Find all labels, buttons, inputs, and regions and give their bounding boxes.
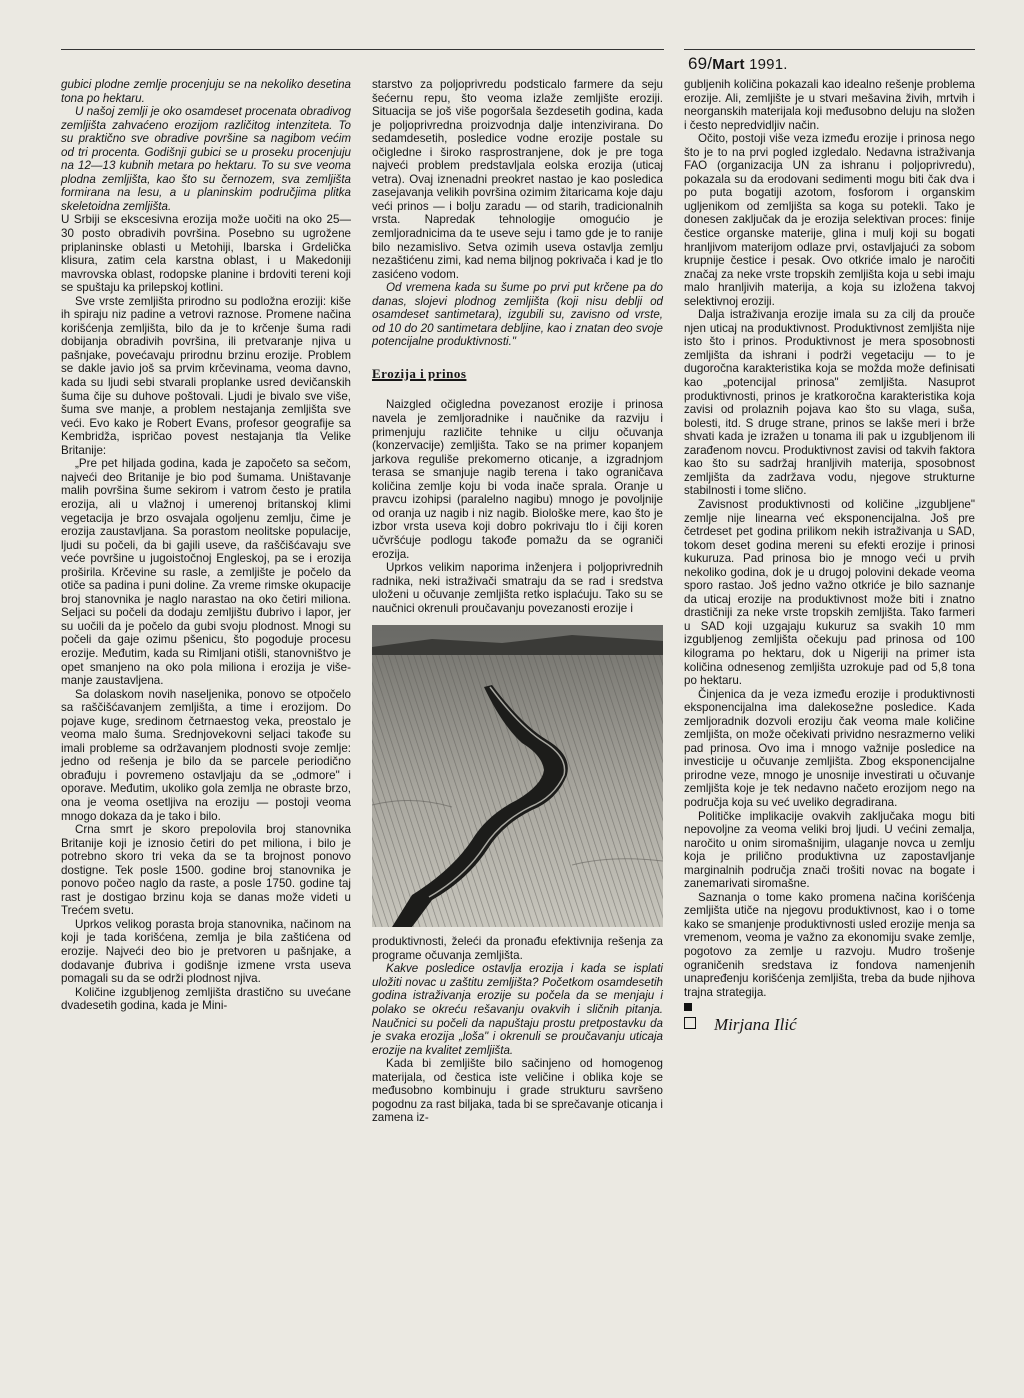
paragraph: gubljenih količina pokazali kao idealno rešenje problema erozije. Ali, zemljište je u stvari mešavina živih, mrtvih i neorganskih materijala koji međusobno deluju na složen i često nepredvidljiv način.: [684, 78, 975, 132]
paragraph: Dalja istraživanja erozije imala su za cilj da prouče njen uticaj na produktivnost. Produktivnost zemljišta nije isto što i prinos. Produktivnost je mera sposobnosti zemljišta da ishrani i podrži vegetaciju — to je dugoročna karakteristika koja se možda može definisati kao „potencijal prinosa" zemljišta. Nasuprot produktivnosti, prinos je kratkoročna karakteristika koja zavisi od prolaznih pojava kao što su vlaga, suša, bolesti, itd. S druge strane, prinos se lakše meri i brže shvati kada je izražen u tonama ili pak u izgubljenom ili zarađenom novcu. Produktivnost zavisi od takvih faktora kao što su sadržaj hranljivih materija, sposobnost zemljišta da zadržava vodu, njegove strukturne stabilnosti i tome slično.: [684, 308, 975, 498]
top-rule: [61, 49, 664, 50]
paragraph: Zavisnost produktivnosti od količine „izgubljene" zemlje nije linearna već eksponencijalna. Još pre četrdeset pet godina prilikom nekih istraživanja u SAD, tokom deset godina mereni su efekti erozije i prinosi kukuruza. Pad prinosa bio je mnogo veći u prvih nekoliko godina, dok je u drugoj polovini dekade veoma sporo rastao. Još jedno važno otkriće je bilo saznanje da uticaj erozije na produktivnost može biti i znatno drastičniji za neke vrste tropskih zemljišta. Tako farmeri u SAD koji uzgajaju kukuruz sa svakih 10 mm izgubljenog zemljišta očekuju pad prinosa od 100 kilograma po hektaru, dok u Nigeriji na primer ista količina odnesenog zemljišta uzrokuje pad od 5,8 tona po hektaru.: [684, 497, 975, 688]
paragraph: U Srbiji se ekscesivna erozija može uočiti na oko 25—30 posto obradivih površina. Posebno su ugrožene priplaninske oblasti u Metohiji, Ibarska i Grdelička klisura, zatim cela karstna oblast, i u Makedoniji mavrovska oblast, rodopske planine i brdoviti tereni koji se spuštaju ka prilepskoj kotlini.: [61, 213, 351, 295]
article-column-2: [372, 78, 663, 1125]
paragraph: „Pre pet hiljada godina, kada je započeto sa sečom, najveći deo Britanije je bio pod šumama. Uništavanje malih površina šume sekirom i vatrom često je pratila erozija, ali u vlažnoj i umerenoj britanskoj klimi vegetacija je brzo osvajala ogoljenu zemlju, čime je erozija zaustavljana. Sa porastom neolitske populacije, ljudi su počeli, da bi gajili useve, da raščišćavaju sve veće površine u jugoistočnoj Engleskoj, pa se i erozija proširila. Krčevine su rasle, a zemljište je počelo da otiče sa padina i puni doline. Za vreme rimske okupacije broj stanovnika je naglo narastao na oko četiri miliona. Seljaci su počeli da dodaju zemljištu đubrivo i lapor, jer su uočili da je počelo da gubi svoju plodnost. Mnogi su počeli da gaje ozimu pšenicu, što pogoduje procesu erozije. Međutim, kada su Rimljani otišli, stanovništvo je opet smanjeno na oko pola miliona i erozija je više-manje zaustavljena.: [61, 457, 351, 688]
paragraph: Očito, postoji više veza između erozije i prinosa nego što je to na prvi pogled izgledalo. Nedavna istraživanja FAO (organizacija UN za ishranu i poljoprivredu), pokazala su da erodovani sedimenti mogu biti čak dva i po puta bogatiji azotom, fosforom i organskim ugljenikom od zemljišta sa koga su potekli. Tako je donesen zaključak da je erozija selektivan proces: finije čestice organske materije, glina i mulj koji su bogati hranljivom materijom odlaze prvi, ostavljajući za sobom krupnije čestice i pesak. Ovo otkriće imalo je naročiti značaj za neke vrste tropskih zemljišta koja u sebi imaju malo hranljivih materija, a koja su izložena takvoj selektivnoj eroziji.: [684, 132, 975, 308]
paragraph: Činjenica da je veza između erozije i produktivnosti eksponencijalna ima dalekosežne posledice. Kada zemljoradnik dozvoli eroziju čak veoma male količine zemljišta, on može očekivati prividno nesrazmerno veliki pad prinosa. Ovo ima i mnogo važnije posledice na investicije u očuvanje zemljišta. Zbog eksponencijalne prirodne veze, mnogo je unosnije investirati u očuvanje zemljišta koje je tek nedavno načeto erozijom nego na područja koja su već uveliko degradirana.: [684, 687, 975, 809]
section-heading: Erozija i prinos: [372, 365, 467, 381]
paragraph: Količine izgubljenog zemljišta drastično su uvećane dvadesetih godina, kada je Mini-: [61, 985, 351, 1013]
paragraph: Saznanja o tome kako promena načina korišćenja zemljišta utiče na njegovu produktivnost, kao i o tome kako se smanjenje produktivnosti usled erozije menja sa vremenom, veoma je važno za ekonomiju svake zemlje, pogotovo za zemlje u razvoju. Mudro trošenje ograničenih sredstava iz fondova namenjenih unapređenju korišćenja zemljišta, treba da bude njihova trajna strategija.: [684, 890, 975, 999]
end-mark-icon: [684, 1003, 692, 1011]
paragraph: Uprkos velikog porasta broja stanovnika, načinom na koji je tada korišćena, zemlja je bila zaštićena od erozije. Najveći deo bio je pretvoren u pašnjake, a dodavanje đubriva i godišnje izmene vrsta useva pomagali su da se održi plodnost njiva.: [61, 917, 351, 986]
paragraph: starstvo za poljoprivredu podsticalo farmere da seju šećernu repu, što veoma izlaže zemljište eroziji. Situacija se još više pogoršala šezdesetih godina, kada je poljoprivredna proizvodnja dalje intenzivirana. Do sedamdesetih, posledice vodne erozije postale su očigledne i široko rasprostranjene, dok je pre toga najveći problem predstavljala eolska erozija (uticaj vetra). Ovaj iznenadni preokret nastao je kao posledica zasejavanja velikih površina ozimim žitaricama koje daju veći prinos — i bolju zaradu — od starih, tradicionalnih vrsta. Napredak tehnologije omogućio je zemljoradnicima da te useve seju i tamo gde je to ranije bilo nezamislivo. Setva ozimih useva ostavlja zemlju nezaštićenu zimi, kad nema biljnog pokrivača i kad je tlo zasićeno vodom.: [372, 78, 663, 281]
issue-number: 69/: [688, 54, 713, 73]
paragraph: gubici plodne zemlje procenjuju se na nekoliko desetina tona po hektaru.: [61, 78, 351, 105]
issue-year: 1991.: [744, 56, 788, 73]
column2-top-text: [372, 78, 663, 349]
column2-bottom-text: [372, 935, 663, 1125]
author-signature: [684, 1015, 975, 1035]
top-rule-right: [684, 49, 975, 50]
page-header: [688, 54, 788, 74]
paragraph: Sve vrste zemljišta prirodno su podložna eroziji: kiše ih spiraju niz padine a vetrovi raznose. Promene načina korišćenja zemljišta, bilo da je to krčenje šuma radi dobijanja obradivih površina, ili pretvaranje njiva u pašnjake, povećavaju prirodnu brzinu erozije. Problem se dakle javio još sa prvim krčevinama, veoma davno, kada su ljudi sebi stvarali proplanke usred devičanskih šuma čije su duhove poštovali. Ljudi je bivalo sve više, šuma sve manje, a problem nestajanja zemljišta sve veći. Evo kako je Robert Evans, profesor geografije sa Kembridža, ispričao povest nestajanja tla Velike Britanije:: [61, 294, 351, 457]
paragraph: Naizgled očigledna povezanost erozije i prinosa navela je zemljoradnike i naučnike da razviju i primenjuju različite tehnike u cilju očuvanja (konzervacije) zemljišta. Tako se na primer kopanjem jarkova reguliše prekomerno oticanje, a izgradnjom terasa se smanjuje nagib terena i tako ograničava količina zemlje koju bi voda inače sprala. Oranje u pravcu izohipsi (paralelno nagibu) mnogo je povoljnije od oranja uz nagib i niz nagib. Biološke mere, kao što je izbor vrsta useva koji dobro pokrivaju tlo i čiji koren učvršćuje podlogu takođe pomažu da se ograniči erozija.: [372, 398, 663, 561]
article-column-1: [61, 78, 351, 1013]
paragraph: Kakve posledice ostavlja erozija i kada se isplati uložiti novac u zaštitu zemljišta? Početkom osamdesetih godina istraživanja erozije su počela da se menjaju i polako se okreću rešavanju ovakvih i sličnih pitanja. Naučnici su počeli da napuštaju prostu pretpostavku da je svaka erozija „loša" i okrenuli se proučavanju uticaja erozije na kvalitet zemljišta.: [372, 962, 663, 1057]
article-column-3: [684, 78, 975, 1035]
column3-text: [684, 78, 975, 999]
column2-mid-text: [372, 398, 663, 615]
issue-month: Mart: [712, 56, 745, 73]
erosion-gully-photo: [372, 625, 663, 927]
paragraph: Kada bi zemljište bilo sačinjeno od homogenog materijala, od čestica iste veličine i oblika koje se međusobno kombinuju i grade strukturu savršeno pogodnu za rast biljaka, tada bi se sprečavanje oticanja i zamena iz-: [372, 1057, 663, 1125]
author-name: Mirjana Ilić: [714, 1015, 797, 1035]
paragraph: Političke implikacije ovakvih zaključaka mogu biti nepovoljne za veoma veliki broj ljudi. U većini zemalja, naročito u onim siromašnijim, ulaganje novca u zemlju koja je prilično produktivna uz zapostavljanje marginalnih područja znači trošiti novac na bogate i zanemarivati siromašne.: [684, 809, 975, 891]
paragraph: U našoj zemlji je oko osamdeset procenata obradivog zemljišta zahvaćeno erozijom različitog intenziteta. To su praktično sve obradive površine sa nagibom većim od tri procenta. Godišnji gubici se u proseku procenjuju na 12—13 kubnih metara po hektaru. To su sve veoma plodna zemljišta, kao što su černozem, sva zemljišta formirana na lesu, a u planinskim područjima plitka skeletoidna zemljišta.: [61, 105, 351, 213]
paragraph: Uprkos velikim naporima inženjera i poljoprivrednih radnika, neki istraživači smatraju da se rad i sredstva uloženi u očuvanje zemljišta retko isplaćuju. Tako su se naučnici okrenuli proučavanju povezanosti erozije i: [372, 561, 663, 615]
paragraph: Crna smrt je skoro prepolovila broj stanovnika Britanije koji je iznosio četiri do pet miliona, i bilo je potrebno skoro tri veka da se ta brojnost ponovo dostigne. Tek posle 1500. godine broj stanovnika je ponovo počeo naglo da raste, a posle 1750. godine taj rast je dostigao brzinu koja se danas može videti u Trećem svetu.: [61, 823, 351, 918]
paragraph: Od vremena kada su šume po prvi put krčene pa do danas, slojevi plodnog zemljišta (koji nisu deblji od osamdeset santimetara), izgubili su, zavisno od vrste, od 10 do 20 santimetara debljine, kao i znatan deo svoje potencijalne produktivnosti.": [372, 281, 663, 349]
paragraph: produktivnosti, želeći da pronađu efektivnija rešenja za programe očuvanja zemljišta.: [372, 935, 663, 962]
paragraph: Sa dolaskom novih naseljenika, ponovo se otpočelo sa raščišćavanjem zemljišta, a time i erozijom. Do pojave kuge, sredinom četrnaestog veka, preostalo je veoma malo šuma. Srednjovekovni seljaci takođe su imali probleme sa održavanjem plodnosti svoje zemlje: jedno od rešenja je bilo da se parcele periodično obrađuju i povremeno ostavljaju da se „odmore" i oporave. Međutim, ukoliko gola zemlja ne obraste brzo, ona je veoma osetljiva na eroziju — postoji veoma mnogo dokaza da je tako i bilo.: [61, 687, 351, 823]
checkbox-square-icon: [684, 1017, 696, 1029]
